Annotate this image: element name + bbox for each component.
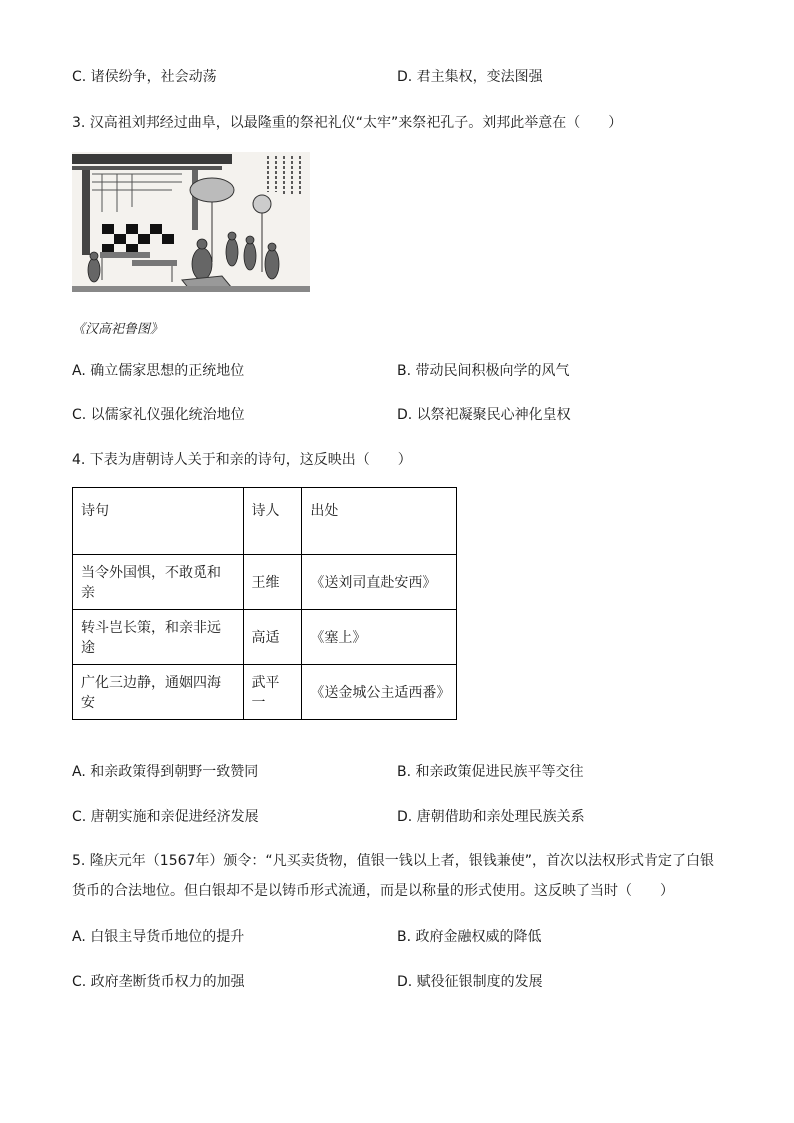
table-header-row [73, 488, 457, 555]
q3-stem: 3. 汉高祖刘邦经过曲阜，以最隆重的祭祀礼仪“太牢”来祭祀孔子。刘邦此举意在（ ） [72, 115, 623, 131]
q5-option-c: C. 政府垄断货币权力的加强 [72, 974, 245, 990]
q3-option-a: A. 确立儒家思想的正统地位 [72, 363, 245, 379]
table-header-cell: 出处 [302, 488, 457, 555]
han-gao-ancestral-rite-illustration [72, 152, 310, 292]
table-cell: 《塞上》 [302, 610, 457, 665]
table-cell: 广化三边静，通姻四海安 [73, 665, 244, 720]
q2-option-d: D. 君主集权，变法图强 [397, 69, 543, 85]
q5-option-b: B. 政府金融权威的降低 [397, 929, 542, 945]
q3-option-d: D. 以祭祀凝聚民心神化皇权 [397, 407, 571, 423]
q4-option-c: C. 唐朝实施和亲促进经济发展 [72, 809, 259, 825]
q5-stem-line-1: 5. 隆庆元年（1567年）颁令：“凡买卖货物，值银一钱以上者，银钱兼使”，首次以法权形式肯定了白银 [72, 853, 714, 869]
table-row [73, 610, 457, 665]
q4-option-b: B. 和亲政策促进民族平等交往 [397, 764, 584, 780]
table-header-cell: 诗句 [73, 488, 244, 555]
q5-option-d: D. 赋役征银制度的发展 [397, 974, 543, 990]
q4-option-a: A. 和亲政策得到朝野一致赞同 [72, 764, 259, 780]
table-row [73, 665, 457, 720]
table-cell: 《送金城公主适西番》 [302, 665, 457, 720]
q2-option-c: C. 诸侯纷争，社会动荡 [72, 69, 217, 85]
q5-stem-line-2: 货币的合法地位。但白银却不是以铸币形式流通，而是以称量的形式使用。这反映了当时（ ） [72, 883, 674, 899]
table-cell: 武平一 [243, 665, 302, 720]
q3-option-b: B. 带动民间积极向学的风气 [397, 363, 570, 379]
q3-figure-caption: 《汉高祀鲁图》 [72, 322, 164, 337]
table-cell: 高适 [243, 610, 302, 665]
q5-option-a: A. 白银主导货币地位的提升 [72, 929, 245, 945]
q3-option-c: C. 以儒家礼仪强化统治地位 [72, 407, 245, 423]
poem-table [72, 487, 457, 720]
q4-option-d: D. 唐朝借助和亲处理民族关系 [397, 809, 585, 825]
table-cell: 《送刘司直赴安西》 [302, 555, 457, 610]
table-cell: 当令外国惧，不敢觅和亲 [73, 555, 244, 610]
table-cell: 转斗岂长策，和亲非远途 [73, 610, 244, 665]
q4-stem: 4. 下表为唐朝诗人关于和亲的诗句，这反映出（ ） [72, 452, 412, 468]
table-row [73, 555, 457, 610]
table-header-cell: 诗人 [243, 488, 302, 555]
table-cell: 王维 [243, 555, 302, 610]
